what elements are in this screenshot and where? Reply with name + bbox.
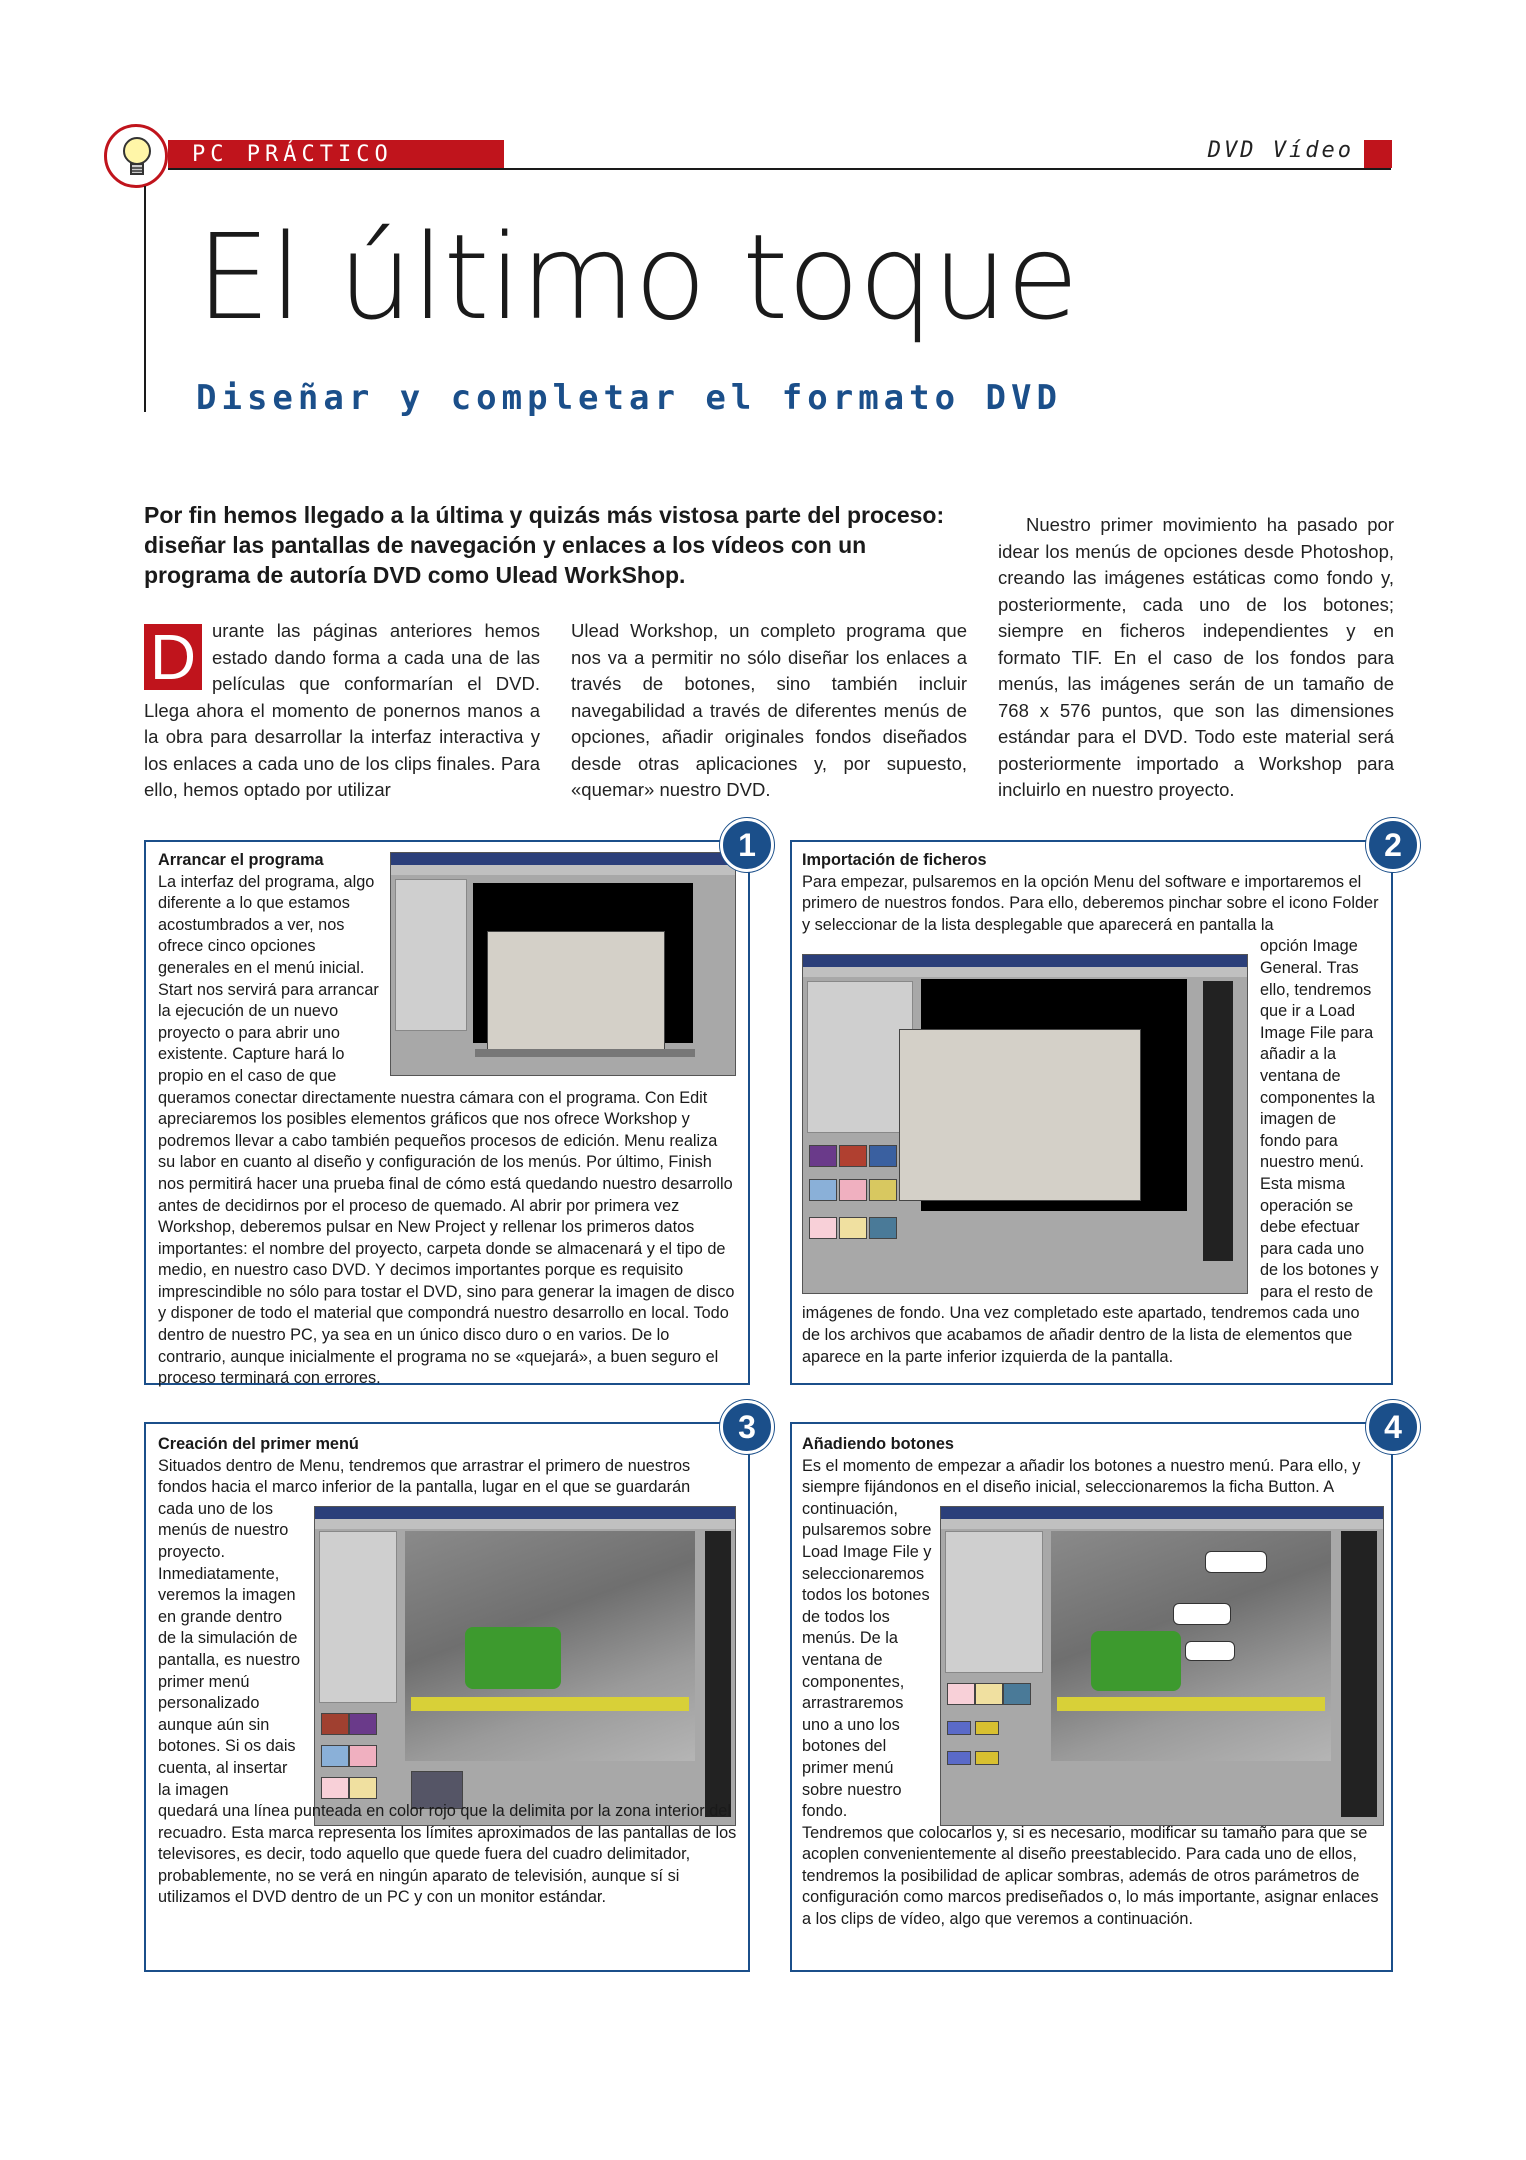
step-3-text-b: cada uno de los menús de nuestro proyecto. Inmediatamente, veremos la imagen en grande dentro de la simulación de pantalla, es nuestro primer menú personalizado aunque aún sin botones. Si os dais cuenta, al insertar la imagen	[158, 1499, 301, 1799]
step-box-1	[144, 840, 750, 1388]
header-rule	[168, 168, 1391, 170]
lightbulb-logo-icon	[104, 124, 168, 188]
step-4-text-c: Tendremos que colocarlos y, si es necesario, modificar su tamaño para que se acoplen convenientemente al diseño preestablecido. Para cada uno de ellos, tendremos la posibilidad de aplicar sombras, además de otros parámetros de configuración como marcos prediseñados o, lo más importante, asignar enlaces a los clips de vídeo, algo que veremos a continuación.	[802, 1823, 1379, 1929]
section-label: PC PRÁCTICO	[192, 142, 393, 167]
topic-label: DVD Vídeo	[1207, 138, 1354, 163]
step-1-badge: 1	[720, 818, 774, 872]
body-column-2: Ulead Workshop, un completo programa que nos va a permitir no sólo diseñar los enlaces a través de botones, sino también incluir navegabilidad a través de diferentes menús de opciones, añadir originales fondos diseñados desde otras aplicaciones y, por supuesto, «quemar» nuestro DVD.	[571, 620, 967, 800]
body-column-3	[998, 512, 1394, 804]
step-4-heading: Añadiendo botones	[802, 1435, 954, 1453]
body-column-1-text: urante las páginas anteriores hemos estado dando forma a cada una de las películas que conformarían el DVD. Llega ahora el momento de ponernos manos a la obra para desarrollar la interfaz interactiva y los enlaces a cada uno de los clips finales. Para ello, hemos optado por utilizar	[144, 620, 540, 800]
article-subtitle: Diseñar y completar el formato DVD	[196, 378, 1062, 418]
step-1-text-b: queramos conectar directamente nuestra cámara con el programa. Con Edit apreciaremos los posibles elementos gráficos que nos ofrece Workshop y podremos llevar a cabo también pequeños procesos de edición. Menu realiza su labor en cuanto al diseño y configuración de los menús. Por último, Finish nos permitirá hacer una prueba final de cómo está quedando nuestro desarrollo antes de decidirnos por el proceso de quemado. Al abrir por primera vez Workshop, deberemos pulsar en New Project y rellenar los primeros datos importantes: el nombre del proyecto, carpeta donde se almacenará y el tipo de medio, en nuestro caso DVD. Y decimos importantes porque es requisito imprescindible no sólo para tostar el DVD, sino para generar la imagen de disco y disponer de todo el material que compondrá nuestro desarrollo en local. Todo dentro de nuestro PC, ya sea en un único disco duro o en varios. De lo contrario, aunque inicialmente el programa no se «quejará», a buen seguro el proceso terminará con errores.	[158, 1088, 735, 1388]
step-2-heading: Importación de ficheros	[802, 851, 987, 869]
article-title: El último toque	[196, 208, 1078, 346]
step-2-text-a: Para empezar, pulsaremos en la opción Menu del software e importaremos el primero de nuestros fondos. Para ello, deberemos pinchar sobre el icono Folder y seleccionar de la lista desplegable que aparecerá en pantalla la	[802, 872, 1379, 934]
title-vertical-rule	[144, 186, 146, 412]
step-3-text-c: quedará una línea punteada en color rojo que la delimita por la zona interior del recuadro. Esta marca representa los límites aproximados de las pantallas de los televisores, es decir, todo aquello que quede fuera del cuadro delimitador, probablemente, no se verá en ningún aparato de televisión, aunque sí si utilizamos el DVD dentro de un PC y con un monitor estándar.	[158, 1802, 737, 1907]
step-box-3	[144, 1422, 750, 1972]
step-2-badge: 2	[1366, 818, 1420, 872]
step-1-text-a: La interfaz del programa, algo diferente a lo que estamos acostumbrados a ver, nos ofrece cinco opciones generales en el menú inicial. Start nos servirá para arrancar la ejecución de un nuevo proyecto o para abrir uno existente. Capture hará lo propio en el caso de que	[158, 872, 379, 1085]
step-2-text	[802, 850, 1382, 1368]
step-3-badge: 3	[720, 1400, 774, 1454]
step-2-text-c: imágenes de fondo. Una vez completado este apartado, tendremos cada uno de los archivos que acabamos de añadir dentro de la lista de elementos que aparece en la parte inferior izquierda de la pantalla.	[802, 1304, 1360, 1366]
step-3-text	[158, 1434, 738, 1909]
drop-cap: D	[144, 624, 202, 690]
step-1-text	[158, 850, 738, 1390]
step-1-heading: Arrancar el programa	[158, 851, 324, 869]
step-3-text-a: Situados dentro de Menu, tendremos que arrastrar el primero de nuestros fondos hacia el marco inferior de la pantalla, lugar en el que se guardarán	[158, 1456, 691, 1497]
step-2-text-b: opción Image General. Tras ello, tendremos que ir a Load Image File para añadir a la ventana de componentes la imagen de fondo para nuestro menú. Esta misma operación se debe efectuar para cada uno de los botones y para el resto de	[1260, 937, 1379, 1301]
step-4-text-a: Es el momento de empezar a añadir los botones a nuestro menú. Para ello, y siempre fijándonos en el diseño inicial, seleccionaremos la ficha Button. A	[802, 1456, 1361, 1497]
step-4-text	[802, 1434, 1382, 1931]
article-lead: Por fin hemos llegado a la última y quizás más vistosa parte del proceso: diseñar las pantallas de navegación y enlaces a los vídeos con un programa de autoría DVD como Ulead WorkShop.	[144, 502, 945, 588]
body-column-3-text: Nuestro primer movimiento ha pasado por idear los menús de opciones desde Photoshop, creando las imágenes estáticas como fondo y, posteriormente, cada uno de los botones; siempre en ficheros independientes y en formato TIF. En el caso de los fondos para menús, las imágenes serán de un tamaño de 768 x 576 puntos, que son las dimensiones estándar para el DVD. Todo este material será posteriormente importado a Workshop para incluirlo en nuestro proyecto.	[998, 514, 1394, 800]
topic-marker	[1364, 140, 1392, 168]
step-3-heading: Creación del primer menú	[158, 1435, 359, 1453]
step-box-2	[790, 840, 1393, 1385]
body-column-1	[144, 618, 540, 804]
step-4-badge: 4	[1366, 1400, 1420, 1454]
step-box-4	[790, 1422, 1393, 1972]
step-4-text-b: continuación, pulsaremos sobre Load Image File y seleccionaremos todos los botones de todos los menús. De la ventana de componentes, arrastraremos uno a uno los botones del primer menú sobre nuestro fondo.	[802, 1499, 932, 1821]
